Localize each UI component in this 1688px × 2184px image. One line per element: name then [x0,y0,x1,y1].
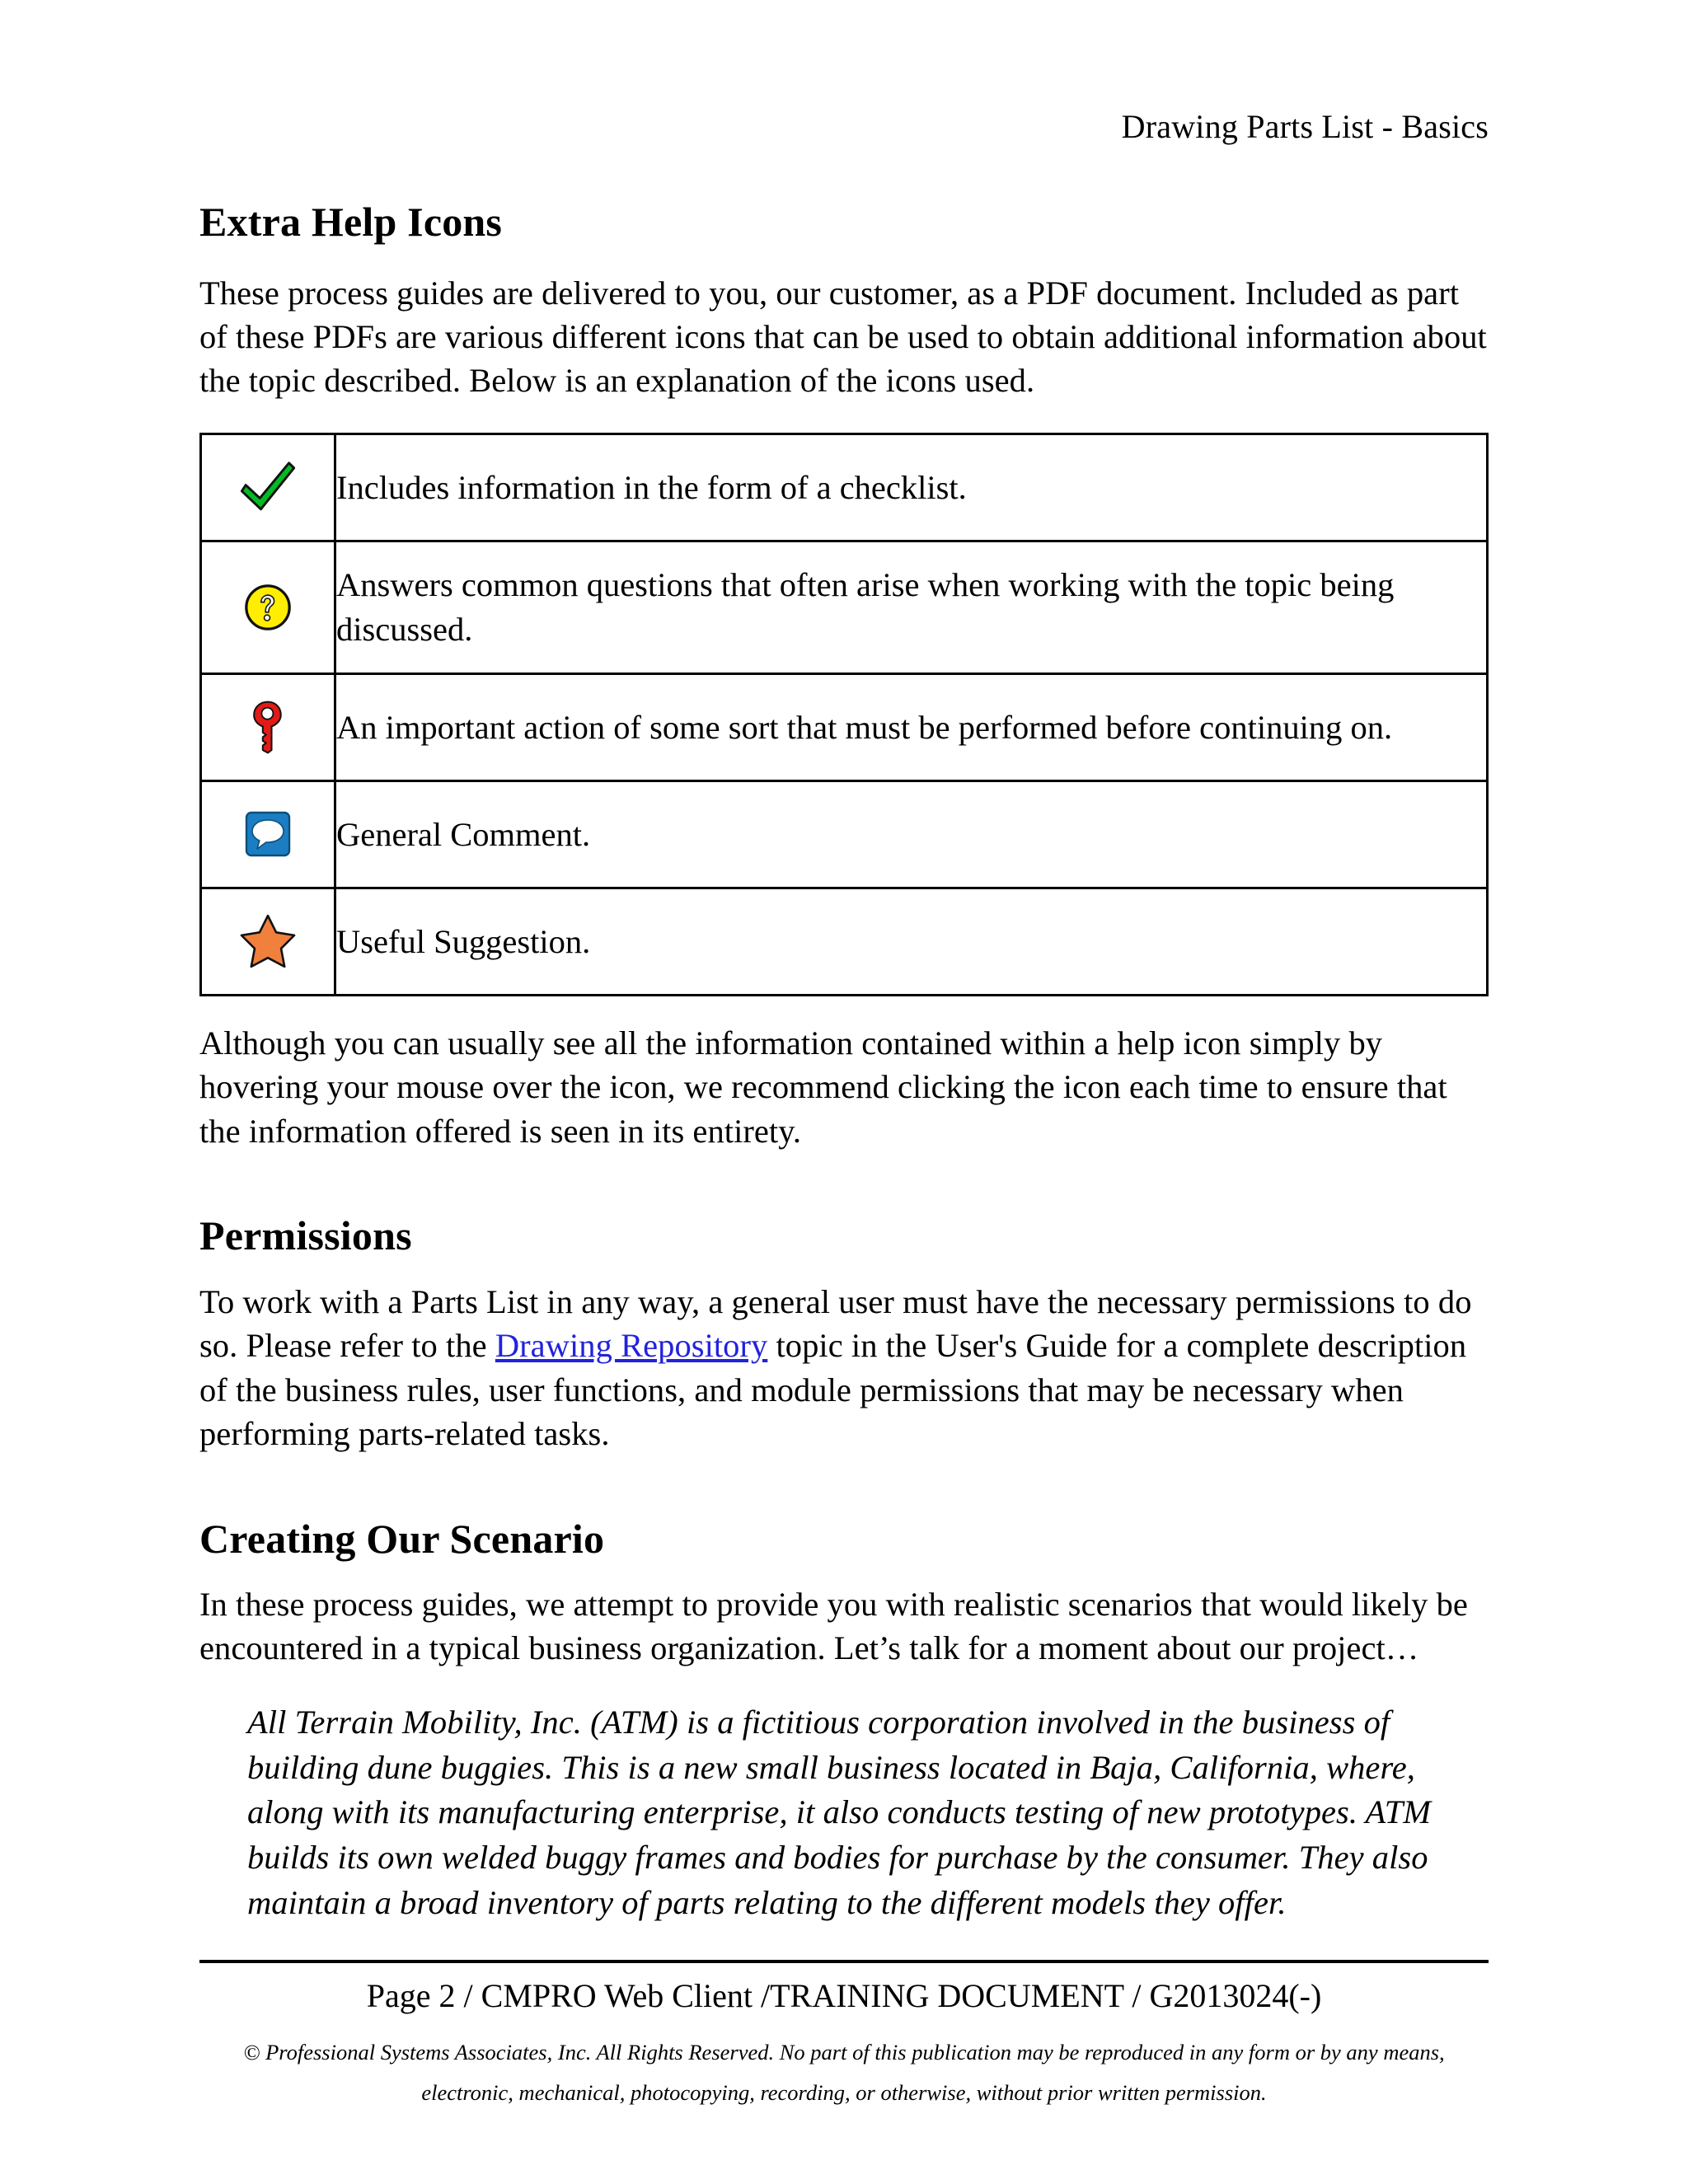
table-row [201,434,1488,541]
page-title-extra-help-icons: Extra Help Icons [199,199,503,245]
extra-help-after-table-paragraph: Although you can usually see all the information contained within a help icon simply by hovering your mouse over the icon, we recommend clicking the icon each time to ensure that the information offered is seen in its entirety. [199,1024,1447,1150]
icon-description-comment: General Comment. [335,780,1488,888]
icon-cell-star [201,888,335,995]
table-row [201,780,1488,888]
scenario-intro-paragraph: In these process guides, we attempt to provide you with realistic scenarios that would likely be encountered in a typical business organization. Let’s talk for a moment about our project… [199,1586,1468,1667]
footer-copyright [199,2032,1489,2113]
icon-description-question: Answers common questions that often arise when working with the topic being discussed. [335,541,1488,673]
yellow-question-mark-icon [202,542,334,673]
footer-copyright-line-2: electronic, mechanical, photocopying, recording, or otherwise, without prior written permission. [421,2079,1267,2105]
icon-cell-checklist [201,434,335,541]
icon-cell-question [201,541,335,673]
permissions-text-after-link: topic in the User's Guide for a complete description of the business rules, user functions, and module permissions that may be necessary when performing parts-related tasks. [199,1327,1467,1453]
blue-comment-bubble-icon [202,782,334,887]
orange-star-icon [202,889,334,994]
help-icon-legend-table [199,433,1489,996]
permissions-paragraph [199,1280,1489,1456]
scenario-quote-paragraph: All Terrain Mobility, Inc. (ATM) is a fictitious corporation involved in the business of building dune buggies. This is a new small business located in Baja, California, where, along with its manufacturing enterprise, it also conducts testing of new prototypes. ATM builds its own welded buggy frames and bodies for purchase by the consumer. They also maintain a broad inventory of parts relating to the different models they offer. [247,1703,1432,1921]
footer-page-info: Page 2 / CMPRO Web Client /TRAINING DOCUMENT / G2013024(-) [366,1976,1322,2014]
footer-copyright-line-1: © Professional Systems Associates, Inc. All Rights Reserved. No part of this publication may be reproduced in any form or by any means, [243,2039,1445,2064]
footer-divider [199,1960,1489,1963]
permissions-text-before-link: To work with a Parts List in any way, a general user must have the necessary permissions to do so. Please refer to the [199,1282,1472,1365]
page-footer [199,1960,1489,2184]
drawing-repository-link[interactable]: Drawing Repository [495,1327,768,1365]
icon-cell-comment [201,780,335,888]
icon-description-key: An important action of some sort that must be performed before continuing on. [335,673,1488,780]
table-row [201,673,1488,780]
table-row [201,541,1488,673]
table-row [201,888,1488,995]
running-header-title: Drawing Parts List - Basics [1121,108,1489,145]
icon-cell-key [201,673,335,780]
green-checkmark-icon [202,435,334,540]
page-title-creating-our-scenario: Creating Our Scenario [199,1515,605,1562]
icon-description-checklist: Includes information in the form of a checklist. [335,434,1488,541]
icon-description-star: Useful Suggestion. [335,888,1488,995]
page-title-permissions: Permissions [199,1212,412,1259]
extra-help-intro-paragraph: These process guides are delivered to you, our customer, as a PDF document. Included as part of these PDFs are various different icons that can be used to obtain additional information about the topic described. Below is an explanation of the icons used. [199,274,1487,400]
red-key-icon [202,675,334,780]
